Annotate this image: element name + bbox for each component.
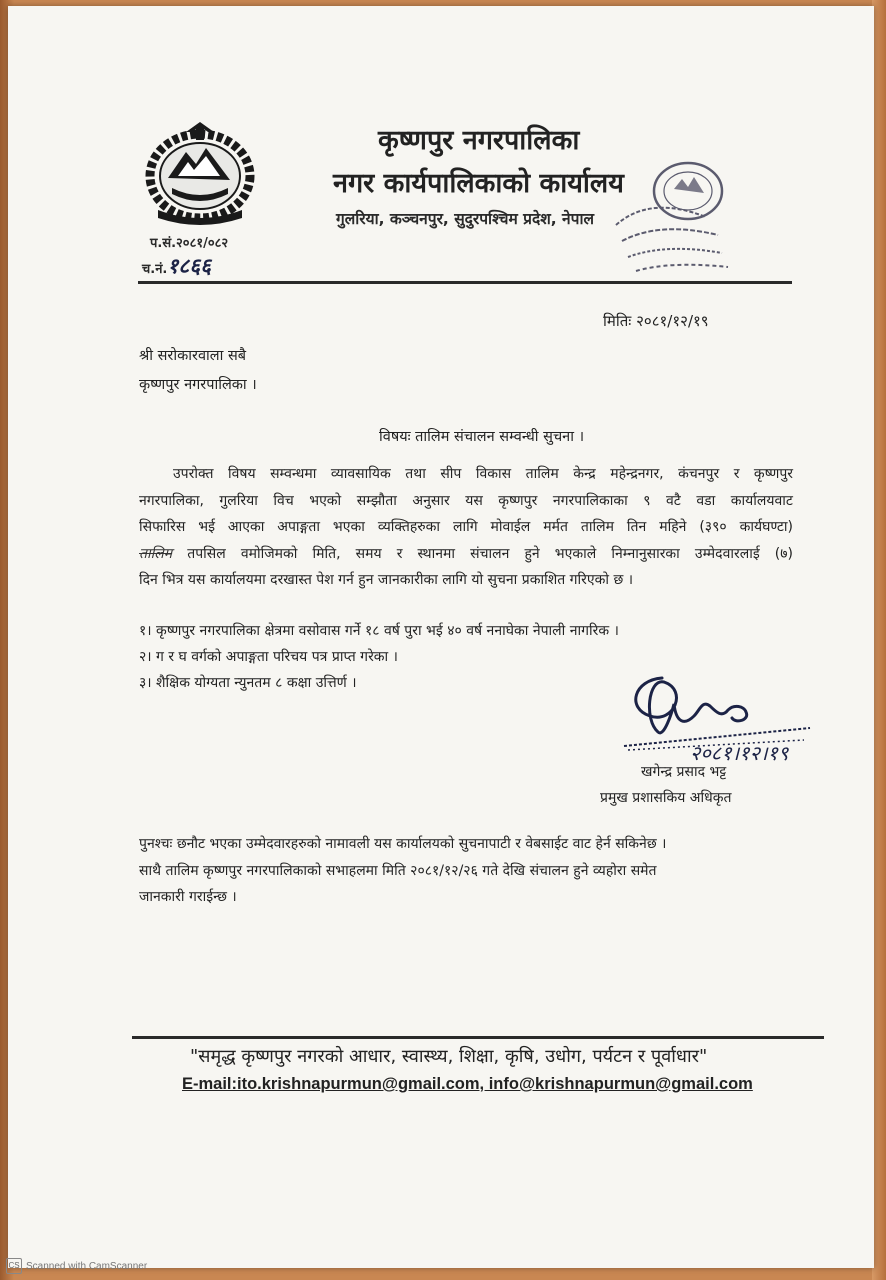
- signatory-name: खगेन्द्र प्रसाद भट्ट: [641, 764, 727, 780]
- dispatch-number-label: च.नं.: [142, 262, 168, 277]
- letter-date: मितिः २०८१/१२/१९: [603, 312, 709, 330]
- footer-email: E-mail:ito.krishnapurmun@gmail.com, info@krishnapurmun@gmail.com: [182, 1075, 753, 1093]
- condition-item: ३। शैक्षिक योग्यता न्युनतम ८ कक्षा उत्तिर्ण ।: [139, 675, 357, 691]
- letterhead-address: गुलरिया, कञ्चनपुर, सुदुरपश्चिम प्रदेश, नेपाल: [336, 210, 594, 228]
- recipient-line-2: कृष्णपुर नगरपालिका ।: [139, 377, 257, 393]
- signature-date: २०८१।१२।१९: [690, 741, 789, 765]
- signatory-title: प्रमुख प्रशासकिय अधिकृत: [600, 790, 732, 806]
- body-line: सिफारिस भई आएका अपाङ्गता भएका व्यक्तिहरुका लागि मोवाईल मर्मत तालिम तिन महिने (३९० कार्यघण्टा): [139, 519, 793, 535]
- nepal-emblem-logo: [138, 118, 262, 228]
- recipient-line-1: श्री सरोकारवाला सबै: [139, 348, 247, 364]
- office-stamp-seal: [610, 155, 740, 275]
- body-line: [139, 541, 793, 568]
- footer-divider: [132, 1036, 824, 1039]
- letter-subject: विषयः तालिम संचालन सम्वन्धी सुचना ।: [379, 429, 585, 445]
- scanner-watermark-text: Scanned with CamScanner: [26, 1260, 148, 1272]
- fiscal-reference: प.सं.२०८१/०८२: [150, 236, 229, 251]
- postscript: [139, 831, 793, 911]
- postscript-line: पुनश्चः छनौट भएका उम्मेदवारहरुको नामावली यस कार्यालयको सुचनापाटी र वेबसाईट वाट हेर्न सकिनेछ ।: [139, 836, 667, 852]
- postscript-line: साथै तालिम कृष्णपुर नगरपालिकाको सभाहलमा मिति २०८१/१२/२६ गते देखि संचालन हुने व्यहोरा समेत: [139, 862, 657, 879]
- dispatch-number: [142, 252, 211, 280]
- dispatch-number-value: १८६६: [167, 253, 212, 278]
- postscript-line: जानकारी गराईन्छ ।: [139, 889, 237, 905]
- body-line: दिन भित्र यस कार्यालयमा दरखास्त पेश गर्न हुन जानकारीका लागि यो सुचना प्रकाशित गरिएको छ ।: [139, 572, 634, 588]
- body-line: उपरोक्त विषय सम्वन्धमा व्यावसायिक तथा सीप विकास तालिम केन्द्र महेन्द्रनगर, कंचनपुर र कृष्णपुर: [173, 466, 793, 482]
- body-line-text: तपसिल वमोजिमको मिति, समय र स्थानमा संचालन हुने भएकाले निम्नानुसारका उम्मेदवारलाई (७): [187, 545, 794, 562]
- struck-word: तालिम: [139, 545, 173, 562]
- scanner-watermark: [6, 1258, 147, 1274]
- body-line: नगरपालिका, गुलरिया विच भएको सम्झौता अनुसार यस कृष्णपुर नगरपालिकाका ९ वटै वडा कार्यालयवाट: [139, 492, 793, 509]
- handwritten-signature: [604, 660, 814, 775]
- letter-body: [139, 461, 793, 594]
- condition-item: १। कृष्णपुर नगरपालिका क्षेत्रमा वसोवास गर्ने १८ वर्ष पुरा भई ४० वर्ष ननाघेका नेपाली नागरिक ।: [139, 623, 619, 639]
- letterhead-municipality: कृष्णपुर नगरपालिका: [378, 125, 580, 156]
- letterhead-divider: [138, 281, 792, 284]
- condition-item: २। ग र घ वर्गको अपाङ्गता परिचय पत्र प्राप्त गरेका ।: [139, 649, 398, 665]
- letterhead-office: नगर कार्यपालिकाको कार्यालय: [333, 168, 624, 199]
- conditions-list: [139, 618, 619, 696]
- footer-motto: "समृद्ध कृष्णपुर नगरको आधार, स्वास्थ्य, शिक्षा, कृषि, उधोग, पर्यटन र पूर्वाधार": [190, 1046, 708, 1067]
- camscanner-icon: CS: [6, 1258, 22, 1274]
